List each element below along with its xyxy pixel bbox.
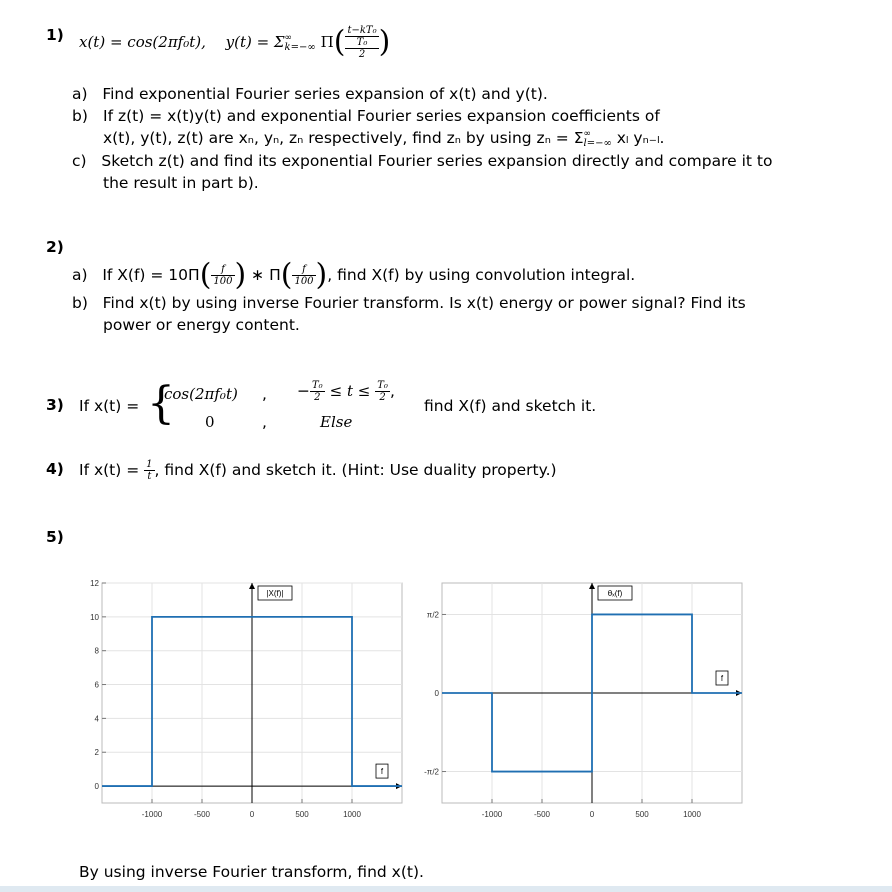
q1b-sum-sup: ∞ bbox=[583, 128, 592, 139]
y-tick-label: 12 bbox=[90, 579, 99, 588]
x-tick-label: 0 bbox=[589, 810, 595, 819]
q1-frac-top: t−kT₀ bbox=[347, 25, 377, 36]
y-tick-label: 6 bbox=[94, 680, 99, 690]
q1-eq-y: y(t) = Σ bbox=[225, 33, 285, 51]
q1-number: 1) bbox=[46, 26, 64, 44]
xlabel-box bbox=[716, 671, 728, 685]
q3-number: 3) bbox=[46, 396, 64, 414]
q3-case1: cos(2πf₀t) bbox=[164, 385, 238, 403]
y-tick-label: 8 bbox=[94, 646, 99, 656]
q3-cond2: Else bbox=[320, 413, 353, 431]
q1-sum-sub: k=−∞ bbox=[284, 41, 316, 53]
q1b-label: b) bbox=[72, 107, 88, 125]
q3-cond1: − $\frac{\text{T₀}}{2}$ ≤ t ≤ $\frac{\text{T₀}}{2}$ , bbox=[297, 380, 395, 403]
ylabel-box bbox=[258, 586, 292, 600]
y-tick-label: 4 bbox=[94, 714, 99, 724]
q3-pre: If x(t) = bbox=[79, 397, 140, 415]
q3-comma1: , bbox=[262, 385, 267, 403]
y-tick-label: 10 bbox=[90, 612, 99, 622]
y-tick-label: -π/2 bbox=[424, 767, 439, 777]
ylabel-text: |X(f)| bbox=[266, 589, 284, 598]
q4-frac: $\frac{1}{t}$ bbox=[146, 459, 153, 482]
q4-line bbox=[79, 459, 557, 482]
xlabel-box bbox=[376, 764, 388, 778]
q2b-line2: power or energy content. bbox=[103, 316, 300, 334]
q2a-mid: ∗ Π bbox=[251, 266, 281, 284]
q3-case2: 0 bbox=[205, 413, 215, 431]
y-tick-label: 0 bbox=[94, 782, 99, 792]
q1a-label: a) bbox=[72, 85, 88, 103]
q1a bbox=[72, 84, 548, 104]
q1b-sum-sub: l=−∞ bbox=[583, 137, 612, 149]
q1b-line1: If z(t) = x(t)y(t) and exponential Fourier series expansion coefficients of bbox=[103, 107, 660, 125]
q5-footer: By using inverse Fourier transform, find x(t). bbox=[79, 863, 424, 881]
phase-chart bbox=[418, 575, 748, 830]
x-tick-label: -1000 bbox=[141, 810, 163, 819]
y-tick-label: 2 bbox=[94, 748, 99, 758]
q2a-pre: If X(f) = 10Π bbox=[102, 266, 200, 284]
x-tick-label: -500 bbox=[193, 810, 211, 819]
q1c-label: c) bbox=[72, 152, 87, 170]
xlabel-text: f bbox=[720, 674, 724, 683]
q1c-line2: the result in part b). bbox=[103, 174, 259, 192]
q1b bbox=[72, 106, 88, 126]
q1a-text: Find exponential Fourier series expansion of x(t) and y(t). bbox=[102, 85, 548, 103]
q4-number: 4) bbox=[46, 460, 64, 478]
q3-post: find X(f) and sketch it. bbox=[424, 397, 597, 415]
q2a-label: a) bbox=[72, 266, 88, 284]
x-tick-label: 500 bbox=[295, 810, 309, 819]
q2b-line1: Find x(t) by using inverse Fourier transform. Is x(t) energy or power signal? Find its bbox=[102, 294, 746, 312]
ylabel-text: θₓ(f) bbox=[607, 589, 623, 598]
q2a-frac2: $\frac{f}{100}$ bbox=[294, 264, 314, 287]
q2-number: 2) bbox=[46, 238, 64, 256]
bottom-bar bbox=[0, 886, 892, 892]
x-tick-label: 1000 bbox=[343, 810, 361, 819]
q1-eq-x: x(t) = cos(2πf₀t), bbox=[79, 33, 206, 51]
ylabel-box bbox=[598, 586, 632, 600]
q5-number: 5) bbox=[46, 528, 64, 546]
q3-cond-frac1: $\frac{\text{T₀}}{2}$ bbox=[312, 380, 323, 403]
q4-post: , find X(f) and sketch it. (Hint: Use duality property.) bbox=[154, 461, 557, 479]
x-tick-label: 500 bbox=[635, 810, 649, 819]
q1-frac-bot: 2 bbox=[358, 49, 366, 60]
x-tick-label: -1000 bbox=[481, 810, 503, 819]
q4-pre: If x(t) = bbox=[79, 461, 140, 479]
magnitude-chart bbox=[78, 575, 408, 830]
q1b-line2 bbox=[103, 128, 664, 148]
y-tick-label: π/2 bbox=[426, 610, 439, 620]
x-tick-label: 1000 bbox=[683, 810, 701, 819]
q1c bbox=[72, 151, 772, 171]
q1b-tail: xₗ yₙ₋ₗ. bbox=[616, 129, 665, 147]
q1-sum-sup: ∞ bbox=[284, 32, 293, 43]
q2a-frac1: $\frac{f}{100}$ bbox=[213, 264, 233, 287]
q1-equation: x(t) = cos(2πf₀t), y(t) = Σ ∞ k=−∞ Π( t−kT₀ T₀ 2 ) bbox=[79, 24, 391, 60]
x-tick-label: -500 bbox=[533, 810, 551, 819]
q2a-post: , find X(f) by using convolution integral. bbox=[327, 266, 636, 284]
q2a: a) If X(f) = 10Π( $\frac{f}{100}$ ) ∗ Π( $\frac{f}{100}$ ), find X(f) by using convolution integral. bbox=[72, 257, 636, 293]
q3-cond-frac2: $\frac{\text{T₀}}{2}$ bbox=[377, 380, 388, 403]
xlabel-text: f bbox=[380, 767, 384, 777]
q2b bbox=[72, 293, 746, 313]
q2b-label: b) bbox=[72, 294, 88, 312]
y-tick-label: 0 bbox=[434, 689, 439, 698]
q1c-line1: Sketch z(t) and find its exponential Fourier series expansion directly and compare it to bbox=[101, 152, 773, 170]
q1-fraction bbox=[345, 25, 378, 60]
q1b-line2-text: x(t), y(t), z(t) are xₙ, yₙ, zₙ respectively, find zₙ by using zₙ = Σ bbox=[103, 129, 584, 147]
q1-frac-mid: T₀ bbox=[345, 37, 378, 49]
q3-brace: { bbox=[147, 378, 175, 429]
x-tick-label: 0 bbox=[249, 810, 255, 819]
q1-rect: Π bbox=[320, 33, 334, 51]
q3-comma2: , bbox=[262, 413, 267, 431]
